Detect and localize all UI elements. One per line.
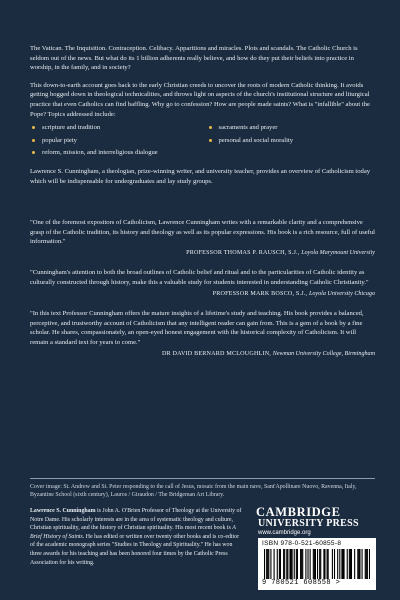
endorsements — [30, 218, 375, 369]
barcode-bar — [317, 549, 318, 579]
endorsement-attribution — [30, 249, 375, 259]
barcode-bar — [291, 549, 292, 579]
barcode-bar — [342, 549, 343, 579]
endorsement — [30, 218, 375, 258]
barcode-bar — [302, 549, 303, 579]
barcode-bar — [296, 549, 297, 579]
endorsement-attribution — [30, 290, 375, 300]
endorsement-text: "In this text Professor Cunningham offers the mature insights of a lifetime's study and teaching. His book provides a balanced, perceptive, and trustworthy account of Catholicism that any intelligent reader can gain from. This is a gem of a book by a fine scholar. He shares, compassionately, an open-eyed honest engagement with the historical complexity of Catholicism. It will remain a standard text for years to come." — [30, 310, 364, 346]
barcode-bar — [339, 549, 340, 579]
barcode-bar — [362, 549, 363, 579]
barcode-bar — [369, 549, 370, 579]
author-book-title: A Brief History of Saints — [30, 525, 236, 540]
barcode-bars — [264, 549, 370, 579]
barcode-bar — [344, 549, 345, 579]
barcode-bar — [314, 549, 315, 579]
barcode-bar — [367, 549, 368, 579]
barcode-bar — [315, 549, 316, 579]
author-name: Lawrence S. Cunningham — [30, 508, 96, 514]
barcode-bar — [359, 549, 360, 579]
endorsement — [30, 309, 375, 359]
endorsement-institution: Loyola Marymount University — [301, 249, 375, 256]
barcode-bar — [319, 549, 320, 579]
barcode-bar — [328, 549, 329, 579]
blurb-body: This down-to-earth account goes back to the early Christian creeds to uncover the roots of modern Catholic thinking. It avoids getting bogged down in theological technicalities, and throws light on aspects of the church's institutional structure and liturgical practice that even Catholics can find baffling. Why go to confession? How are people made saints? What is "infallible" about the Pope? Topics addressed include: — [30, 81, 370, 118]
barcode-bar — [313, 549, 314, 579]
barcode-bar — [283, 549, 284, 579]
barcode-bar — [365, 549, 366, 579]
barcode-bar — [286, 549, 287, 579]
barcode-bar — [354, 549, 355, 579]
barcode-bar — [267, 549, 268, 579]
barcode-bar — [266, 549, 267, 579]
barcode-bar — [305, 549, 306, 579]
barcode-bar — [307, 549, 308, 579]
barcode-bar — [270, 549, 271, 579]
barcode-bar — [324, 549, 325, 579]
barcode-bar — [366, 549, 367, 579]
barcode-bar — [300, 549, 301, 579]
topic-item: reform, mission, and interreligious dialogue — [30, 148, 375, 158]
barcode-bar — [350, 549, 351, 579]
endorsement-text: "Cunningham's attention to both the broad outlines of Catholic belief and ritual and to the particularities of Catholic identity as culturally constructed through history, make this a valuable study for students interested in understanding Catholic Christianity." — [30, 269, 369, 286]
barcode — [258, 538, 376, 590]
author-bio-text: is John A. O'Brien Professor of Theology at the University of Notre Dame. His scholarly interests are in the area of systematic theology and culture, Christian spirituality, and the history of Christian spirituality. His most recent book is — [30, 508, 242, 532]
divider — [30, 478, 375, 479]
barcode-bar — [292, 549, 293, 579]
barcode-bar — [289, 549, 290, 579]
topic-item: sacraments and prayer — [207, 123, 376, 133]
barcode-bar — [341, 549, 342, 579]
barcode-bar — [274, 549, 275, 579]
publisher-logo — [256, 506, 374, 536]
barcode-bar — [357, 549, 358, 579]
endorsement-author: PROFESSOR THOMAS P. RAUSCH, S.J., — [186, 249, 300, 256]
barcode-bar — [279, 549, 280, 579]
barcode-digits: 9 780521 608558 > — [262, 579, 341, 587]
endorsement-institution: Newman University College, Birmingham — [272, 350, 375, 357]
blurb-closing: Lawrence S. Cunningham, a theologian, prize-winning writer, and university teacher, provides an overview of Catholicism today which will be indispensable for undergraduates and lay study groups. — [30, 167, 371, 185]
barcode-bar — [327, 549, 328, 579]
cover-image-credit: Cover image: St. Andrew and St. Peter responding to the call of Jesus, mosaic from the main nave, Sant'Apollinare Nuovo, Ravenna, Italy, Byzantine School (sixth century), Lauros / Giraudon / The Bridgeman Art Library. — [30, 484, 357, 499]
endorsement-author: PROFESSOR MARK BOSCO, S.J., — [212, 290, 308, 297]
barcode-bar — [310, 549, 311, 579]
endorsement-attribution — [30, 350, 375, 360]
endorsement — [30, 268, 375, 299]
topic-item: personal and social morality — [207, 136, 376, 146]
barcode-bar — [294, 549, 295, 579]
author-bio — [30, 507, 242, 567]
topic-item: scripture and tradition — [30, 123, 199, 133]
barcode-bar — [284, 549, 285, 579]
barcode-bar — [301, 549, 302, 579]
barcode-bar — [349, 549, 350, 579]
barcode-bar — [268, 549, 269, 579]
barcode-bar — [347, 549, 348, 579]
barcode-bar — [264, 549, 265, 579]
endorsement-author: DR DAVID BERNARD MCLOUGHLIN, — [161, 350, 272, 357]
topic-item: popular piety — [30, 136, 199, 146]
endorsement-institution: Loyola University Chicago — [308, 290, 375, 297]
publisher-name: CAMBRIDGE — [256, 505, 341, 519]
blurb-intro: The Vatican. The Inquisition. Contraception. Celibacy. Apparitions and miracles. Plots and scandals. The Catholic Church is seldom out of the news. But what do its 1 billion adherents really believe, and how do they put their beliefs into practice in worship, in the family, and in society? — [30, 45, 358, 72]
barcode-bar — [277, 549, 278, 579]
barcode-bar — [287, 549, 288, 579]
author-bio-text-end: . He has edited or written over twenty other books and is co-editor of the academic monograph series "Studies in Theology and Spirituality." He has won three awards for his teaching and has been honored four times by the Catholic Press Association for his writing. — [30, 533, 240, 566]
barcode-bar — [297, 549, 298, 579]
barcode-bar — [351, 549, 352, 579]
barcode-bar — [320, 549, 321, 579]
blurb — [30, 44, 375, 194]
barcode-bar — [332, 549, 333, 579]
barcode-bar — [323, 549, 324, 579]
publisher-url: www.cambridge.org — [258, 530, 311, 536]
topics-list — [30, 123, 375, 158]
endorsement-text: "One of the foremost expositors of Catholicism, Lawrence Cunningham writes with a remarkable clarity and a comprehensive grasp of the Catholic tradition, its history and theology as well as its popular expressions. His book is a rich resource, full of useful information." — [30, 219, 376, 246]
barcode-bar — [280, 549, 281, 579]
barcode-bar — [358, 549, 359, 579]
isbn-text: ISBN 978-0-521-60855-8 — [262, 540, 342, 547]
barcode-bar — [334, 549, 335, 579]
barcode-bar — [337, 549, 338, 579]
publisher-subname: UNIVERSITY PRESS — [258, 518, 359, 529]
